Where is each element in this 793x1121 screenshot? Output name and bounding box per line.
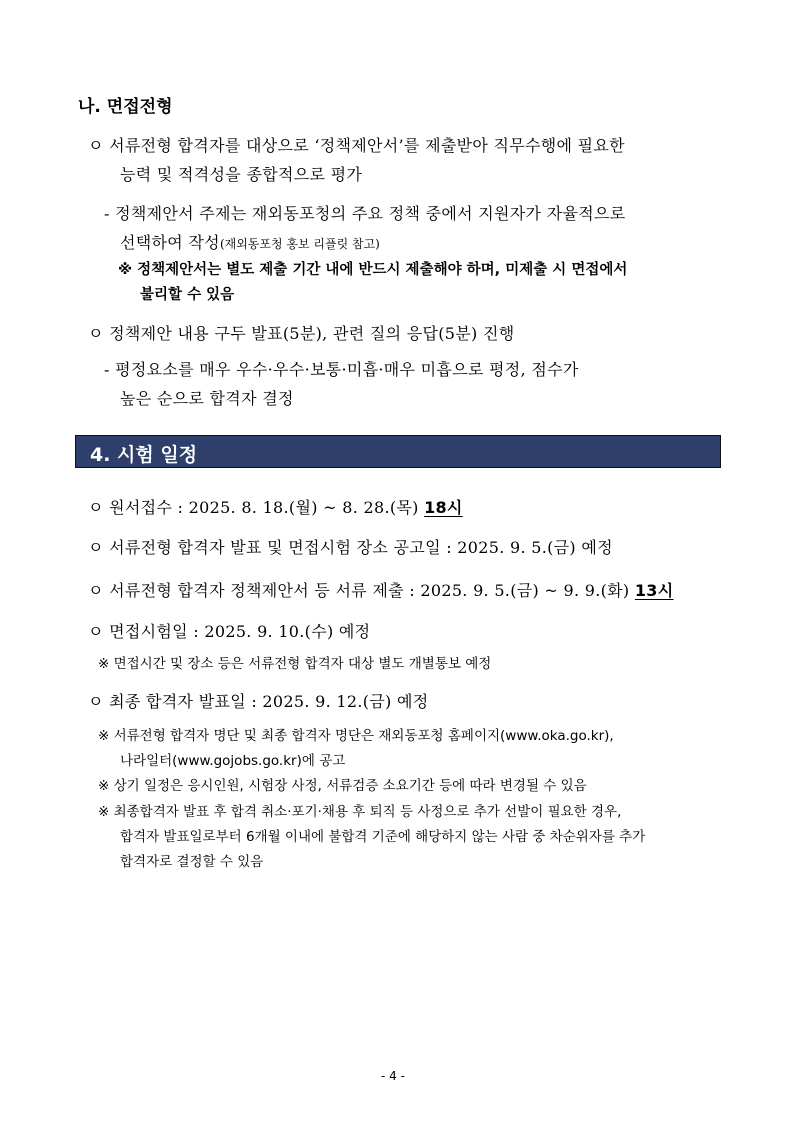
submission-warning-line-1: ※ 정책제안서는 별도 제출 기간 내에 반드시 제출해야 하며, 미제출 시 면접에서	[118, 262, 628, 278]
schedule-text: ㅇ 서류전형 합격자 정책제안서 등 서류 제출 : 2025. 9. 5.(금) ~ 9. 9.(화)	[88, 581, 635, 600]
schedule-text: ㅇ 원서접수 : 2025. 8. 18.(월) ~ 8. 28.(목)	[88, 498, 425, 517]
interview-item-1-line-2: 능력 및 적격성을 종합적으로 평가	[120, 165, 363, 184]
interview-subitem-1-line-1: - 정책제안서 주제는 재외동포청의 주요 정책 중에서 지원자가 자율적으로	[104, 204, 626, 223]
schedule-interview-date: ㅇ 면접시험일 : 2025. 9. 10.(수) 예정	[88, 622, 371, 641]
schedule-document-result: ㅇ 서류전형 합격자 발표 및 면접시험 장소 공고일 : 2025. 9. 5.(금) 예정	[88, 538, 613, 557]
schedule-application	[88, 495, 463, 518]
schedule-final-result: ㅇ 최종 합격자 발표일 : 2025. 9. 12.(금) 예정	[88, 692, 429, 711]
schedule-change-note: ※ 상기 일정은 응시인원, 시험장 사정, 서류검증 소요기간 등에 따라 변경될 수 있음	[98, 778, 587, 794]
interview-subitem-2-line-2: 높은 순으로 합격자 결정	[120, 389, 294, 408]
interview-item-2: ㅇ 정책제안 내용 구두 발표(5분), 관련 질의 응답(5분) 진행	[88, 324, 515, 343]
subitem-text: 선택하여 작성	[120, 233, 220, 252]
announcement-note-line-2: 나라일터(www.gojobs.go.kr)에 공고	[120, 753, 346, 769]
interview-subitem-1-line-2	[120, 230, 380, 253]
additional-selection-note-line-2: 합격자 발표일로부터 6개월 이내에 불합격 기준에 해당하지 않는 사람 중 차순위자를 추가	[120, 829, 646, 845]
interview-subitem-2-line-1: - 평정요소를 매우 우수·우수·보통·미흡·매우 미흡으로 평정, 점수가	[104, 360, 579, 379]
additional-selection-note-line-3: 합격자로 결정할 수 있음	[120, 854, 264, 870]
announcement-note-line-1: ※ 서류전형 합격자 명단 및 최종 합격자 명단은 재외동포청 홈페이지(www.oka.go.kr),	[98, 728, 614, 744]
submission-warning-line-2: 불리할 수 있음	[140, 287, 235, 303]
deadline-time: 13시	[634, 581, 674, 600]
section-title: 4. 시험 일정	[90, 444, 198, 466]
interview-notice: ※ 면접시간 및 장소 등은 서류전형 합격자 대상 별도 개별통보 예정	[98, 656, 492, 672]
section-title-bar	[75, 435, 721, 468]
interview-item-1-line-1: ㅇ 서류전형 합격자를 대상으로 ‘정책제안서’를 제출받아 직무수행에 필요한	[88, 136, 625, 155]
page-number: - 4 -	[381, 1069, 405, 1083]
schedule-proposal-submission	[88, 578, 673, 601]
subitem-reference: (재외동포청 홍보 리플릿 참고)	[219, 237, 380, 251]
section-heading: 나. 면접전형	[78, 97, 173, 117]
additional-selection-note-line-1: ※ 최종합격자 발표 후 합격 취소·포기·채용 후 퇴직 등 사정으로 추가 선발이 필요한 경우,	[98, 804, 622, 820]
deadline-time: 18시	[424, 498, 463, 517]
